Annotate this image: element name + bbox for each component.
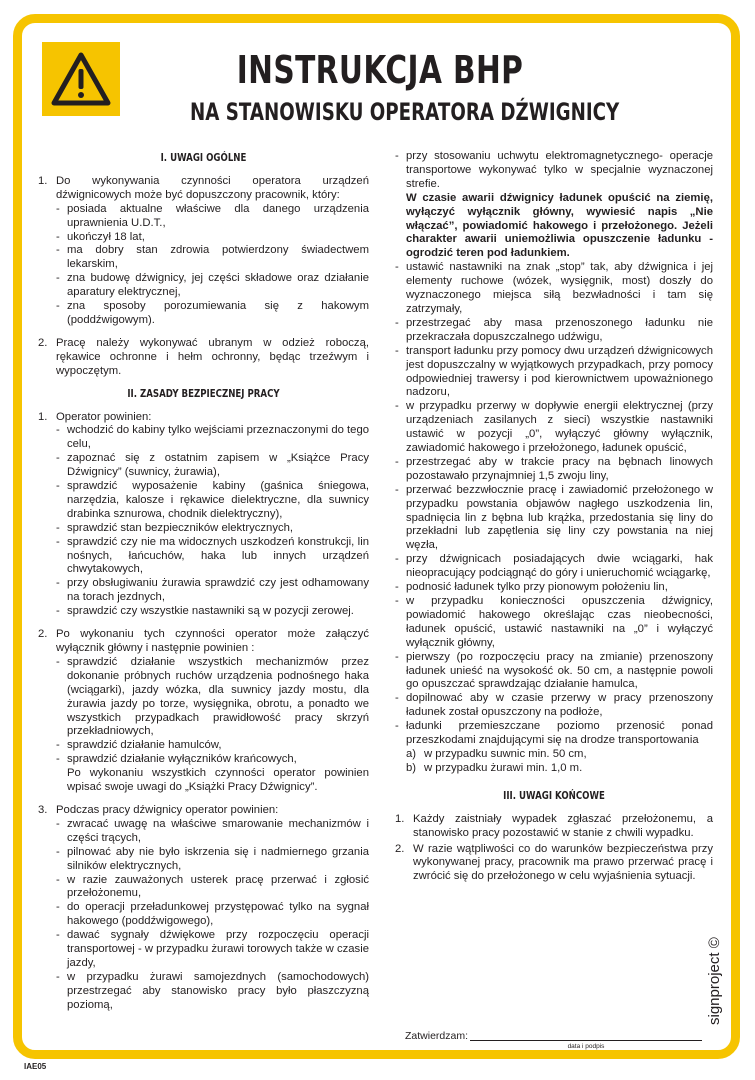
list-item [395,400,713,456]
list-item [395,317,713,345]
dash-bullet: - [56,605,60,618]
section-heading-3: III. UWAGI KOŃCOWE [503,789,605,802]
dash-bullet: - [56,452,60,465]
list-item-text: przerwać bezzwłocznie pracę i zawiadomić przełożonego w przypadku powstania objawów nagłego uszkodzenia lin, spadnięcia lin z bębna lub krążka, przedostania się liny do przekładni lub zapętlenia się liny czy powstania na niej węzła, [406,483,713,552]
list-item-text: przestrzegać aby masa przenoszonego ładunku nie przekraczała dopuszczalnego udźwigu, [406,316,713,343]
dash-bullet: - [395,692,399,705]
dash-bullet: - [56,901,60,914]
dash-bullet: - [56,244,60,257]
clearance-list [395,748,713,776]
s3-point [395,843,713,885]
dash-bullet: - [56,272,60,285]
point-text: Każdy zaistniały wypadek zgłaszać przełożonemu, a stanowisko pracy pozostawić w stanie z chwili wypadku. [413,812,713,839]
list-item [56,874,369,902]
clearance-letter: a) [406,747,417,760]
list-item-text: ładunki przemieszczane poziomo przenosić ponad przeszkodami znajdującymi się na drodze transportowania [406,720,713,747]
dash-bullet: - [56,845,60,858]
clearance-text: w przypadku żurawi min. 1,0 m. [424,761,583,774]
list-item-text: pilnować aby nie było iskrzenia się i nadmiernego grzania silników elektrycznych, [67,845,369,872]
list-item-text: ustawić nastawniki na znak „stop” tak, aby dźwignica i jej elementy ruchowe (wózek, wysięgnik, most) doszły do wyznaczonego miejsca siłą bezwładności i tam się zatrzymały, [406,261,713,315]
list-item [395,651,713,693]
dash-bullet: - [395,483,399,496]
dash-bullet: - [56,929,60,942]
point-text: Do wykonywania czynności operatora urządzeń dźwignicowych może być dopuszczony pracownik, który: [56,174,369,201]
dash-bullet: - [56,202,60,215]
list-item [395,345,713,401]
list-item [56,929,369,971]
s2-point-2-list [38,656,369,767]
list-item [395,581,713,595]
list-item [395,261,713,317]
s2-point-3-list [38,818,369,1013]
warning-box [42,42,120,116]
dash-bullet: - [56,521,60,534]
dash-bullet: - [395,720,399,733]
signature-caption: data i podpis [567,1043,605,1050]
dash-bullet: - [395,581,399,594]
list-item [56,480,369,522]
list-item-text: sprawdzić stan bezpieczników elektrycznych, [67,521,294,534]
s2-point-1 [38,411,369,620]
s3-point [395,813,713,841]
dash-bullet: - [395,650,399,663]
dash-bullet: - [56,655,60,668]
list-item-text: podnosić ładunek tylko przy pionowym położeniu lin, [406,581,668,594]
list-item-text: posiada aktualne właściwe dla danego urządzenia uprawnienia U.D.T., [67,202,369,229]
clearance-text: w przypadku suwnic min. 50 cm, [424,747,587,760]
section-heading-1: I. UWAGI OGÓLNE [160,152,247,164]
s1-point-1 [38,175,369,328]
s2-point-2 [38,628,369,795]
list-item [56,577,369,605]
s2-point-1-list [38,424,369,619]
list-item-text: sprawdzić czy nie ma widocznych uszkodzeń konstrukcji, lin nośnych, łańcuchów, haka lub innych urządzeń chwytakowych, [67,535,369,576]
list-item [56,846,369,874]
clearance-item [406,762,713,776]
dash-bullet: - [56,424,60,437]
list-item [395,692,713,720]
dash-bullet: - [395,344,399,357]
signature-line [470,1040,702,1041]
list-item [56,605,369,619]
list-item [56,272,369,300]
list-item-text: w przypadku konieczności opuszczenia dźwignicy, powiadomić hakowego określając czas nieobecności, ładunek opuścić, ustawić nastawniki na „0” i wyłączyć wyłącznik główny, [406,595,713,649]
list-item [56,901,369,929]
s3-list [395,813,713,885]
page-subtitle: NA STANOWISKU OPERATORA DŹWIGNICY [190,98,620,126]
dash-bullet: - [56,577,60,590]
list-item [56,536,369,578]
dash-bullet: - [395,553,399,566]
list-item [395,720,713,748]
list-item-text: transport ładunku przy pomocy dwu urządzeń dźwignicowych jest dopuszczalny w wyjątkowych przypadkach, przy pomocy odpowiedniej trawersy i pod kierownictwem upoważnionego nadzoru, [406,344,713,399]
warning-triangle-icon [50,51,112,107]
s2-point-2-note: Po wykonaniu wszystkich czynności operator powinien wpisać swoje uwagi do „Książki Pracy Dźwignicy”. [67,767,369,794]
dash-bullet: - [395,400,399,413]
section-heading-2: II. ZASADY BEZPIECZNEJ PRACY [127,387,280,400]
list-item-text: zwracać uwagę na właściwe smarowanie mechanizmów i części trących, [67,817,369,844]
list-item-text: przy obsługiwaniu żurawia sprawdzić czy jest odhamowany na torach jezdnych, [67,577,369,604]
right-column [395,150,713,886]
dash-bullet: - [395,595,399,607]
list-item-text: dawać sygnały dźwiękowe przy rozpoczęciu operacji transportowej - w przypadku żurawi torowych także w czasie jazdy, [67,929,369,969]
dash-bullet: - [395,316,399,329]
point-text: W razie wątpliwości co do warunków bezpieczeństwa przy wykonywanej pracy, pracownik ma prawo przerwać pracę i zwrócić się do przełożonego w celu wyjaśnienia sytuacji. [413,842,713,883]
point-number: 1. [395,812,405,825]
dash-bullet: - [56,873,60,886]
dash-bullet: - [56,739,60,752]
list-item-text: zna sposoby porozumiewania się z hakowym (poddźwigowym). [67,300,369,326]
point-text: Po wykonaniu tych czynności operator może załączyć wyłącznik główny i następnie powinien : [56,628,369,654]
list-item [56,300,369,328]
clearance-item [406,748,713,762]
list-item [56,424,369,452]
dash-bullet: - [395,455,399,468]
point-number: 2. [38,336,48,349]
list-item-text: w przypadku przerwy w dopływie energii elektrycznej (przy urządzeniach zasilanych z sieci) wszystkie nastawniki ustawić w pozycji „0”, wyłączyć główny wyłącznik, zawiadomić hakowego i przełożonego, ładunek opuścić, [406,400,713,455]
list-item [395,456,713,484]
list-item [56,818,369,846]
list-item-text: ma dobry stan zdrowia potwierdzony świadectwem lekarskim, [67,244,369,271]
dash-bullet: - [56,480,60,493]
list-item [395,595,713,651]
list-item-text: przy stosowaniu uchwytu elektromagnetycznego- operacje transportowe wykonywać tylko w specjalnie wyznaczonej strefie. [406,150,713,190]
point-number: 2. [395,842,405,855]
list-item [56,971,369,1013]
list-item-text: do operacji przeładunkowej przystępować tylko na sygnał hakowego (poddźwigowego), [67,901,369,928]
list-item-text: w przypadku żurawi samojezdnych (samochodowych) przestrzegać aby stanowisko pracy było płaszczyzną poziomą, [67,970,369,1011]
list-item [395,553,713,581]
list-item-text: sprawdzić czy wszystkie nastawniki są w pozycji zerowej. [67,605,354,618]
brand-mark: signproject © [706,937,723,1025]
list-item [56,522,369,536]
point-number: 2. [38,628,48,641]
dash-bullet: - [56,817,60,830]
list-item [56,452,369,480]
list-item-text: dopilnować aby w czasie przerwy w pracy przenoszony ładunek został opuszczony na podłoże, [406,692,713,719]
s1-point-2 [38,337,369,379]
list-item [395,484,713,554]
list-item [56,244,369,272]
point-text: Pracę należy wykonywać ubranym w odzież roboczą, rękawice ochronne i hełm ochronny, będąc trzeźwym i wypoczętym. [56,336,369,377]
s2-point-3 [38,804,369,1013]
point-number: 1. [38,174,48,187]
emergency-notice-text: W czasie awarii dźwignicy ładunek opuścić na ziemię, wyłączyć wyłącznik główny, wywiesić napis „Nie włączać”, powiadomić hakowego i przełożonego. Jeżeli charakter awarii uniemożliwia opuszczenie ładunku - ogrodzić teren pod ładunkiem. [406,191,713,260]
dash-bullet: - [56,970,60,983]
point-text: Operator powinien: [56,410,152,423]
list-item-text: sprawdzić wyposażenie kabiny (gaśnica śniegowa, narzędzia, kalosze i rękawice dielektryczne, dla suwnicy drabinka sznurowa, chodnik dielektryczny), [67,480,369,520]
document-code: IAE05 [24,1062,47,1071]
list-item-text: w razie zauważonych usterek pracę przerwać i zgłosić przełożonemu, [67,873,369,900]
emergency-notice [395,192,713,262]
list-item-text: przestrzegać aby w trakcie pracy na bębnach linowych pozostawało przynajmniej 1,5 zwoju liny, [406,455,713,482]
list-item [56,231,369,245]
point-number: 1. [38,410,48,423]
dash-bullet: - [56,230,60,243]
approve-label: Zatwierdzam: [405,1030,469,1042]
list-item-text: przy dźwignicach posiadających dwie wciągarki, hak nieopracujący podciągnąć do góry i unieruchomić wciągarkę, [406,553,713,580]
list-item [56,203,369,231]
dash-bullet: - [56,300,60,313]
list-item: - przy stosowaniu uchwytu elektromagnetycznego- operacje transportowe wykonywać tylko w specjalnie wyznaczonej strefie. [395,150,713,190]
list-item [56,753,369,767]
page-title: INSTRUKCJA BHP [236,48,524,92]
list-item-text: zna budowę dźwignicy, jej części składowe oraz działanie aparatury elektrycznej, [67,272,369,299]
left-column [38,150,369,1022]
point-number: 3. [38,803,48,816]
dash-bullet: - [395,261,399,274]
list-item [56,739,369,753]
list-item-text: zapoznać się z ostatnim zapisem w „Książce Pracy Dźwignicy” (suwnicy, żurawia), [67,452,369,479]
list-item-text: sprawdzić działanie wyłączników krańcowych, [67,753,297,766]
list-item-text: wchodzić do kabiny tylko wejściami przeznaczonymi do tego celu, [67,424,370,451]
dash-bullet: - [56,535,60,548]
list-item-text: ukończył 18 lat, [67,230,145,243]
s1-point-1-list [38,203,369,328]
list-item-text: sprawdzić działanie hamulców, [67,739,222,752]
list-item [56,656,369,739]
dash-bullet: - [56,753,60,766]
list-item-text: pierwszy (po rozpoczęciu pracy na zmianie) przenoszony ładunek unieść na wysokość ok. 50 cm, a następnie powoli go opuszczać sprawdzając działanie hamulca, [406,650,713,691]
list-item-text: sprawdzić działanie wszystkich mechanizmów przez dokonanie próbnych ruchów urządzenia podnośnego haka (wciągarki), jazdy wózka, dla suwnicy jazdy mostu, dla żurawia jazdy po torze, wysięgnika, obrotu, a ponadto we wszystkich przypadkach prawidłowość pracy skrzyń przekładniowych, [67,655,369,738]
clearance-letter: b) [406,761,417,774]
point-text: Podczas pracy dźwignicy operator powinien: [56,803,279,816]
right-list [395,261,713,748]
